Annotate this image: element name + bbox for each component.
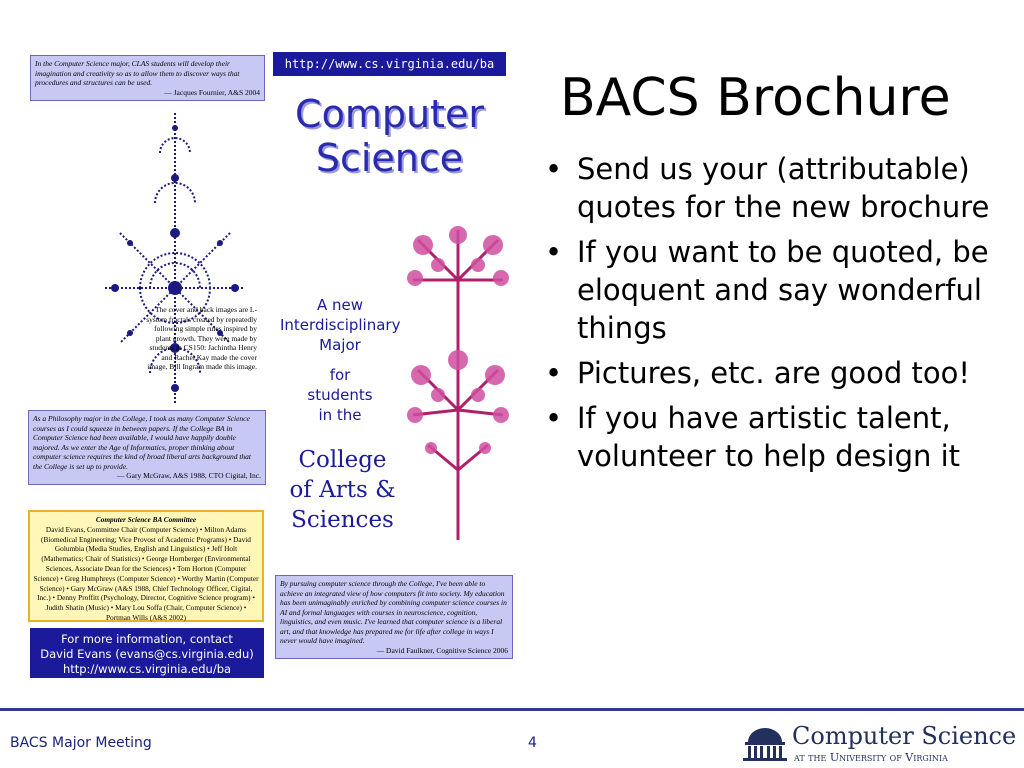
college-text — [275, 445, 410, 535]
cs-title-line2: Science — [315, 136, 464, 180]
rotunda-icon — [742, 724, 788, 762]
bullet-item: • Pictures, etc. are good too! — [545, 354, 1015, 392]
bullet-list — [545, 150, 1015, 482]
quote-faulkner-text: By pursuing computer science through the College, I've been able to achieve an integrated view of how computers fit into society. My education has been unimaginably enriched by combining computer science courses in AI and formal languages with courses in neuroscience, cognition, linguistics, and even music. I've learned that computer science is a liberal art, and that knowledge has prepared me for life after college in ways I never would have imagined. — [280, 579, 507, 645]
major-line: Interdisciplinary — [280, 316, 401, 334]
committee-members: David Evans, Committee Chair (Computer Science) • Milton Adams (Biomedical Engineering; Vice Provost of Academic Programs) • David Golumbia (Media Studies, English and Linguistics) • Jeff Holt (Mathematics; Chair of Statistics) • George Hornberger (Environmental Sciences, Associate Dean for the Sciences) • Tom Horton (Computer Science) • Greg Humphreys (Computer Science) • Worthy Martin (Computer Science) • Gary McGraw (A&S 1988, Chief Technology Officer, Cigital, Inc.) • Denny Proffitt (Psychology, Director, Cognitive Science program) • Judith Shatin (Music) • Mary Lou Soffa (Chair, Computer Science) • Portman Wills (A&S 2002) — [33, 524, 259, 622]
bullet-item: • If you want to be quoted, be eloquent and say wonderful things — [545, 233, 1015, 347]
quote-mcgraw — [28, 410, 266, 485]
major-line: in the — [318, 406, 362, 424]
contact-email: David Evans (evans@cs.virginia.edu) — [40, 647, 254, 661]
contact-url: http://www.cs.virginia.edu/ba — [62, 662, 232, 676]
footer-divider — [0, 708, 1024, 711]
fractal-tree-icon — [403, 220, 513, 550]
committee-box — [28, 510, 264, 622]
logo-text: Computer Science — [792, 722, 1017, 750]
quote-fournier-attrib: — Jacques Fournier, A&S 2004 — [164, 87, 260, 97]
major-line: for — [329, 366, 351, 384]
college-line: of Arts & — [289, 477, 396, 503]
quote-fournier — [30, 55, 265, 101]
slide-title: BACS Brochure — [560, 68, 951, 128]
quote-faulkner-attrib: — David Faulkner, Cognitive Science 2006 — [376, 645, 508, 655]
url-bar: http://www.cs.virginia.edu/ba — [273, 52, 506, 76]
major-line: A new — [316, 296, 364, 314]
quote-mcgraw-attrib: — Gary McGraw, A&S 1988, CTO Cigital, Inc. — [116, 471, 261, 480]
contact-box — [30, 628, 264, 678]
cs-title — [273, 92, 506, 180]
major-line: Major — [319, 336, 361, 354]
contact-line: For more information, contact — [61, 632, 233, 646]
quote-fournier-text: In the Computer Science major, CLAS students will develop their imagination and creativity so as to allow them to discover ways that procedures and structures can be used. — [35, 59, 240, 87]
page-number: 4 — [528, 735, 537, 751]
bullet-item: • If you have artistic talent, volunteer to help design it — [545, 399, 1015, 475]
major-text — [280, 295, 400, 425]
uva-cs-logo — [742, 722, 1017, 764]
committee-title: Computer Science BA Committee — [95, 515, 197, 524]
brochure-image — [25, 50, 510, 680]
cs-title-line1: Computer — [295, 92, 484, 136]
quote-faulkner — [275, 575, 513, 659]
logo-subtext: at the University of Virginia — [794, 751, 948, 764]
bullet-item: • Send us your (attributable) quotes for the new brochure — [545, 150, 1015, 226]
fractal-caption: The cover and back images are L-system fractals created by repeatedly following simple rules inspired by plant growth. They were made by students in CS150: Jachintha Henry and Rachel Kay made the cover image, Bill Ingram made this image. — [146, 305, 257, 371]
college-line: Sciences — [291, 507, 394, 533]
footer-title: BACS Major Meeting — [10, 735, 152, 751]
college-line: College — [298, 447, 387, 473]
major-line: students — [307, 386, 373, 404]
quote-mcgraw-text: As a Philosophy major in the College, I took as many Computer Science courses as I could squeeze in between papers. If the College BA in Computer Science had been available, I would have happily double majored. As we enter the Age of Informatics, proper thinking about computer science requires the kind of broad liberal arts background that the College is set up to provide. — [33, 414, 252, 471]
